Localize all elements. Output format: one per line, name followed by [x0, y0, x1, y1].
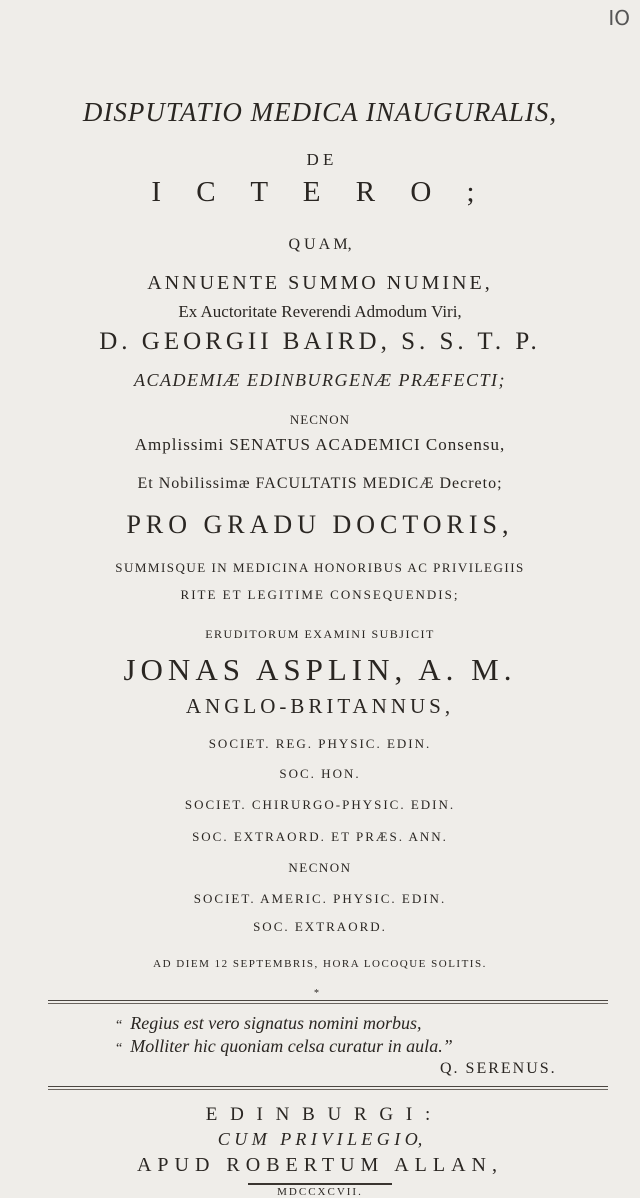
- corner-mark: IO: [608, 6, 630, 30]
- epigraph-text-2: Molliter hic quoniam celsa curatur in aula.: [130, 1036, 443, 1056]
- imprint-rule: [248, 1183, 392, 1185]
- epigraph-text-1: Regius est vero signatus nomini morbus,: [130, 1013, 422, 1033]
- annuente-line: ANNUENTE SUMMO NUMINE,: [147, 272, 493, 294]
- open-quote-mark: “: [116, 1018, 123, 1033]
- ornament-star: *: [314, 988, 319, 999]
- top-rule-thin: [48, 1003, 608, 1004]
- open-quote-mark: “: [116, 1041, 123, 1056]
- subject-ictero: I C T E R O ;: [151, 176, 489, 208]
- author-nation: ANGLO-BRITANNUS,: [185, 694, 455, 718]
- society-4: SOC. EXTRAORD. ET PRÆS. ANN.: [192, 829, 448, 844]
- close-quote-mark: ”: [442, 1036, 453, 1056]
- summisque-line: SUMMISQUE IN MEDICINA HONORIBUS AC PRIVILEGIIS: [115, 560, 525, 575]
- pro-gradu-line: PRO GRADU DOCTORIS,: [126, 510, 514, 539]
- praefecti-line: ACADEMIÆ EDINBURGENÆ PRÆFECTI;: [134, 370, 506, 390]
- author-name: JONAS ASPLIN, A. M.: [123, 652, 517, 687]
- society-5: SOCIET. AMERIC. PHYSIC. EDIN.: [193, 891, 447, 906]
- bottom-rule: [48, 1086, 608, 1087]
- epigraph-line-2: [116, 1036, 453, 1057]
- epigraph-attribution: Q. SERENUS.: [440, 1060, 557, 1077]
- baird-name: D. GEORGII BAIRD, S. S. T. P.: [99, 328, 541, 355]
- auctoritate-line: Ex Auctoritate Reverendi Admodum Viri,: [178, 302, 462, 321]
- imprint-year: MDCCXCVII.: [277, 1186, 363, 1198]
- top-rule: [48, 1000, 608, 1001]
- quam-line: Q U A M,: [288, 236, 352, 253]
- dissertation-heading: DISPUTATIO MEDICA INAUGURALIS,: [82, 97, 558, 127]
- eruditorum-line: ERUDITORUM EXAMINI SUBJICIT: [205, 627, 435, 641]
- necnon-1: NECNON: [289, 412, 351, 427]
- society-3: SOCIET. CHIRURGO-PHYSIC. EDIN.: [184, 797, 456, 812]
- necnon-2: NECNON: [288, 860, 352, 875]
- imprint-printer: APUD ROBERTUM ALLAN,: [136, 1154, 504, 1176]
- society-1: SOCIET. REG. PHYSIC. EDIN.: [208, 736, 432, 751]
- de-line: D E: [306, 150, 334, 169]
- bottom-rule-thin: [48, 1089, 608, 1090]
- society-6: SOC. EXTRAORD.: [253, 919, 387, 934]
- facultatis-line: Et Nobilissimæ FACULTATIS MEDICÆ Decreto;: [137, 475, 503, 492]
- imprint-privilege: C U M P R I V I L E G I O,: [217, 1129, 423, 1149]
- society-2: SOC. HON.: [279, 766, 361, 781]
- senatus-line: Amplissimi SENATUS ACADEMICI Consensu,: [134, 435, 506, 454]
- epigraph-line-1: [116, 1013, 422, 1034]
- date-line: AD DIEM 12 SEPTEMBRIS, HORA LOCOQUE SOLITIS.: [153, 958, 487, 970]
- imprint-city: E D I N B U R G I :: [205, 1104, 435, 1125]
- rite-line: RITE ET LEGITIME CONSEQUENDIS;: [180, 587, 460, 602]
